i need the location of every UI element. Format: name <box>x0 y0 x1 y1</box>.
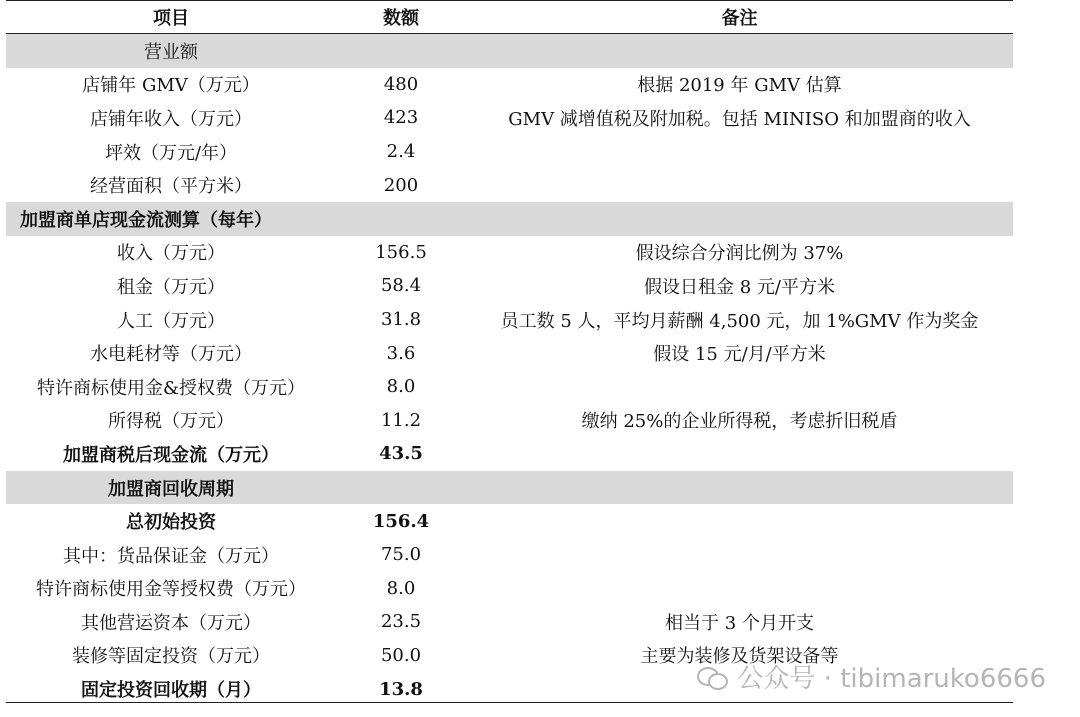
row-note: 缴纳 25%的企业所得税，考虑折旧税盾 <box>581 411 898 433</box>
row-item: 经营面积（平方米） <box>90 176 252 198</box>
table-row <box>6 605 1013 639</box>
section-row-cashflow <box>6 202 1013 236</box>
row-item: 店铺年 GMV（万元） <box>82 75 260 97</box>
row-amount: 50.0 <box>380 644 422 666</box>
row-amount: 75.0 <box>380 544 422 566</box>
row-note: 假设日租金 8 元/平方米 <box>644 276 835 298</box>
row-note: 根据 2019 年 GMV 估算 <box>637 75 842 97</box>
row-item: 装修等固定投资（万元） <box>72 646 270 668</box>
row-item: 加盟商税后现金流（万元） <box>63 444 279 466</box>
row-item: 特许商标使用金&授权费（万元） <box>36 377 306 399</box>
table-row <box>6 168 1013 202</box>
table-row <box>6 135 1013 169</box>
row-amount: 58.4 <box>380 275 422 297</box>
row-item: 租金（万元） <box>117 276 225 298</box>
table-row <box>6 269 1013 303</box>
row-item: 收入（万元） <box>117 243 225 265</box>
table-row <box>6 101 1013 135</box>
row-note: 假设综合分润比例为 37% <box>635 243 844 265</box>
row-amount: 200 <box>383 174 419 196</box>
row-amount: 43.5 <box>379 443 423 465</box>
row-item: 总初始投资 <box>126 512 216 534</box>
row-note <box>466 538 1013 572</box>
row-amount: 8.0 <box>386 577 416 599</box>
row-item: 其中：货品保证金（万元） <box>63 545 279 567</box>
row-note: 假设 15 元/月/平方米 <box>653 344 826 366</box>
row-note <box>466 572 1013 606</box>
row-amount: 31.8 <box>380 309 422 331</box>
row-amount: 2.4 <box>386 141 416 163</box>
row-amount: 156.5 <box>375 241 427 263</box>
row-amount: 423 <box>383 107 419 129</box>
row-item: 店铺年收入（万元） <box>90 108 252 130</box>
wechat-icon <box>697 665 727 689</box>
row-item: 人工（万元） <box>117 310 225 332</box>
row-note <box>466 168 1013 202</box>
row-note <box>466 135 1013 169</box>
table-bottom-rule <box>6 702 1013 703</box>
row-note: 员工数 5 人，平均月薪酬 4,500 元，加 1%GMV 作为奖金 <box>500 310 979 332</box>
row-item: 其他营运资本（万元） <box>81 612 261 634</box>
row-note: 主要为装修及货架设备等 <box>640 646 839 668</box>
row-item: 固定投资回收期（月） <box>81 680 261 702</box>
table-row <box>6 370 1013 404</box>
row-amount: 156.4 <box>372 510 430 532</box>
row-amount: 3.6 <box>386 342 416 364</box>
row-item: 坪效（万元/年） <box>104 142 238 164</box>
header-item: 项目 <box>6 1 336 34</box>
section-row-revenue <box>6 34 1013 68</box>
row-amount: 8.0 <box>386 376 416 398</box>
table-header-row <box>6 1 1013 34</box>
table-row <box>6 404 1013 438</box>
section-row-payback <box>6 471 1013 505</box>
row-amount: 23.5 <box>380 611 422 633</box>
table-row-total <box>6 504 1013 538</box>
section-title: 加盟商回收周期 <box>6 471 336 505</box>
table-row <box>6 572 1013 606</box>
table-row <box>6 303 1013 337</box>
watermark-text: 公众号 · tibimaruko6666 <box>737 664 1046 694</box>
row-amount: 13.8 <box>379 678 423 700</box>
row-amount: 480 <box>383 73 419 95</box>
row-note <box>466 370 1013 404</box>
section-title: 加盟商单店现金流测算（每年） <box>6 202 336 236</box>
header-note: 备注 <box>466 1 1013 34</box>
header-amount: 数额 <box>336 1 466 34</box>
row-note: 相当于 3 个月开支 <box>665 612 814 634</box>
row-note <box>466 504 1013 538</box>
table-row <box>6 336 1013 370</box>
row-note <box>466 437 1013 471</box>
row-item: 水电耗材等（万元） <box>90 344 252 366</box>
table-row <box>6 236 1013 270</box>
franchise-economics-table <box>6 0 1013 706</box>
table-row <box>6 68 1013 102</box>
watermark <box>697 658 1046 695</box>
row-item: 所得税（万元） <box>108 411 234 433</box>
row-item: 特许商标使用金等授权费（万元） <box>36 579 306 601</box>
table-row <box>6 538 1013 572</box>
row-note: GMV 减增值税及附加税。包括 MINISO 和加盟商的收入 <box>508 108 971 130</box>
section-title: 营业额 <box>6 34 336 68</box>
table-row-total <box>6 437 1013 471</box>
row-amount: 11.2 <box>380 409 422 431</box>
